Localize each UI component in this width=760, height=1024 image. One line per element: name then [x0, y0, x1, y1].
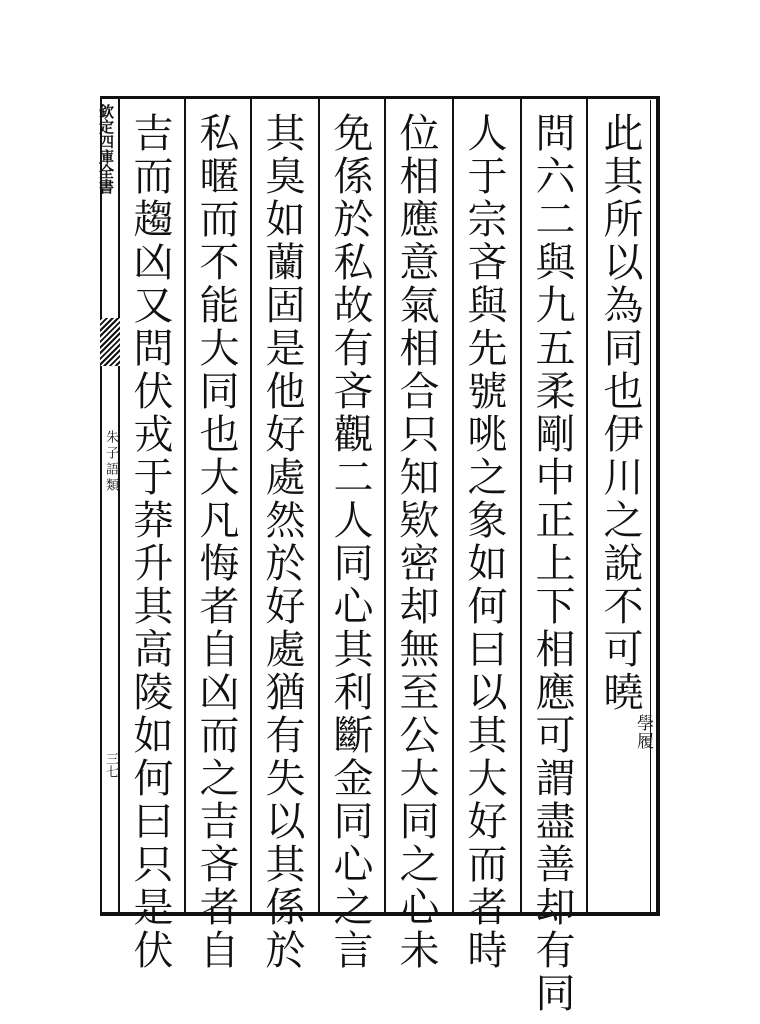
- text-column-4: [384, 112, 448, 972]
- text-column-5: [318, 112, 382, 972]
- column-text: 問六二與九五柔剛中正上下相應可謂盡善却有同: [529, 112, 575, 1015]
- text-column-3: [452, 112, 516, 972]
- column-text: 免係於私故有吝觀二人同心其利斷金同心之言: [327, 112, 373, 972]
- page-number: 三七: [103, 752, 118, 778]
- fold-column: [97, 98, 118, 914]
- book-title: 朱子語類: [103, 430, 118, 494]
- interlinear-note: 學履: [633, 714, 653, 750]
- text-column-7: [184, 112, 248, 972]
- text-column-8: [118, 112, 182, 972]
- column-text: 吉而趨凶又問伏戎于莽升其高陵如何曰只是伏: [127, 112, 173, 972]
- column-text: 其臭如蘭固是他好處然於好處猶有失以其係於: [259, 112, 305, 972]
- column-text: 人于宗吝與先號咷之象如何曰以其大好而者時: [461, 112, 507, 972]
- text-column-2: [520, 112, 584, 1015]
- column-text: 私暱而不能大同也大凡悔者自凶而之吉吝者自: [193, 112, 239, 972]
- text-column-1: [588, 112, 652, 912]
- column-text: 此其所以為同也伊川之說不可曉: [597, 112, 643, 714]
- collection-title: 欽定四庫全書: [97, 104, 115, 194]
- column-text: 位相應意氣相合只知欵密却無至公大同之心未: [393, 112, 439, 972]
- text-column-6: [250, 112, 314, 972]
- fish-tail-mark: [100, 318, 120, 366]
